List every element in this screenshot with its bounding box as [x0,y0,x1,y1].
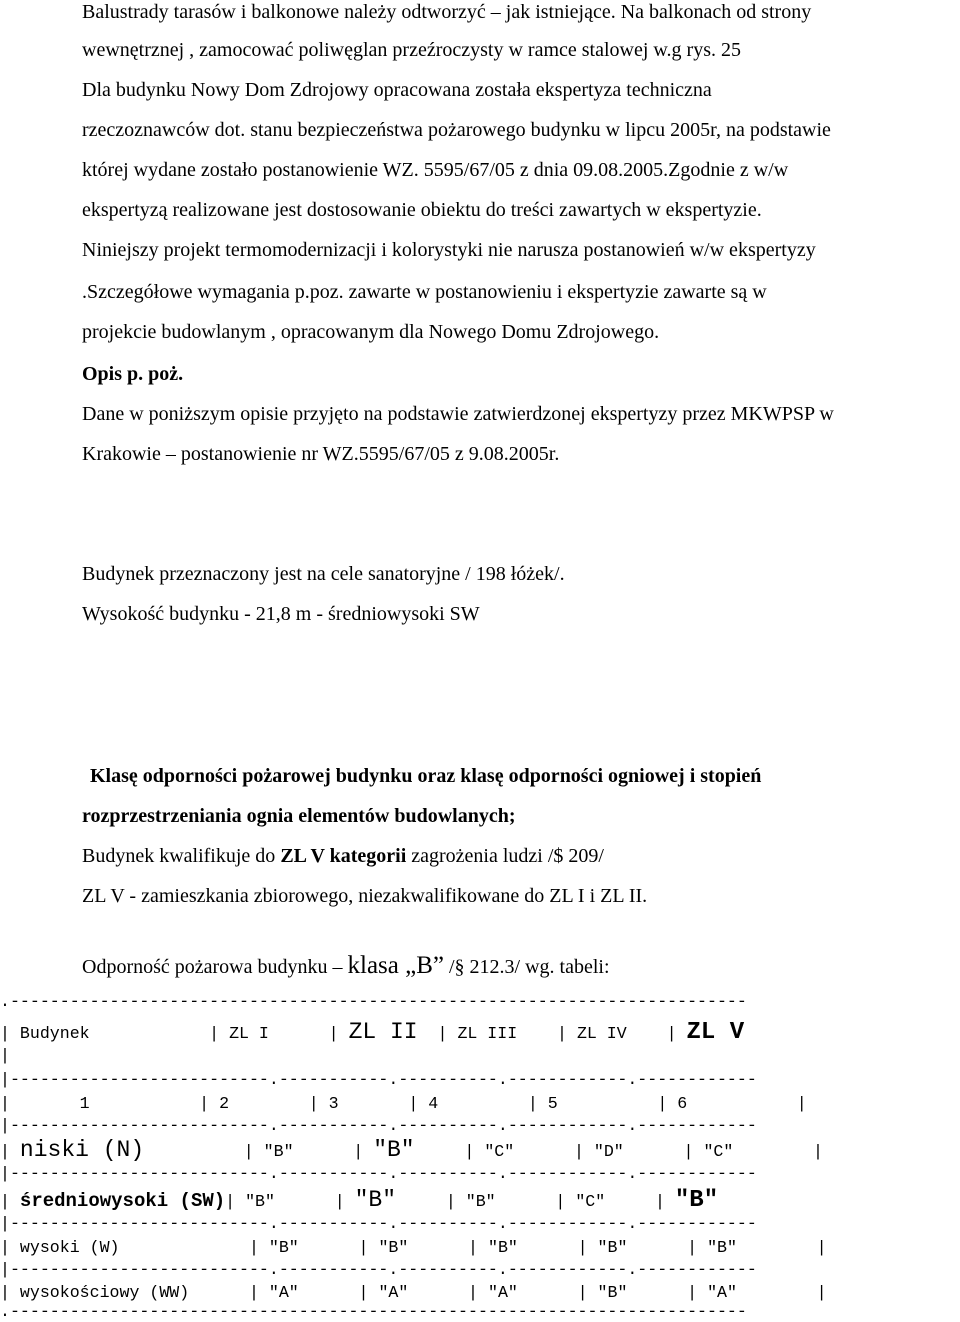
dane-line: Dane w poniższym opisie przyjęto na podstawie zatwierdzonej ekspertyzy przez MKWPSP w [82,403,834,425]
paragraph-line: ekspertyzą realizowane jest dostosowanie obiektu do treści zawartych w ekspertyzie. [82,199,762,221]
table-rule: .-------------------------------------------------------------------------- [0,1302,747,1321]
table-header-cell: ZL II [348,1019,418,1045]
dane-line: Krakowie – postanowienie nr WZ.5595/67/05 z 9.08.2005r. [82,443,560,465]
table-row-label: wysoki (W) [19,1238,120,1257]
table-row: | niski (N) | "B" | "B" | "C" | "D" | "C" | [0,1137,823,1163]
table-row: | wysokościowy (WW) | "A" | "A" | "A" | "B" | "A" | [0,1283,827,1302]
table-header-cell: ZL I [229,1024,269,1043]
table-cell: "D" [593,1142,624,1161]
table-cell: "B" [597,1283,628,1302]
table-header-cell: ZL V [686,1019,745,1046]
odpornosc-klasa: klasa „B” [347,952,444,979]
table-rule: |--------------------------.-----------.----------.------------.------------ [0,1116,757,1135]
odpornosc-text: Odporność pożarowa budynku – [82,956,348,978]
table-cell: "A" [707,1283,737,1302]
table-cell: "B" [674,1187,719,1214]
table-rule: |--------------------------.-----------.----------.------------.------------ [0,1070,757,1089]
odpornosc-line [82,954,610,979]
table-cell: "B" [487,1238,518,1257]
table-rule: |--------------------------.-----------.----------.------------.------------ [0,1260,757,1279]
table-number-cell: 2 [219,1094,230,1113]
table-cell: "C" [703,1142,734,1161]
table-cell: "B" [263,1142,294,1161]
table-number-cell: 6 [677,1094,688,1113]
table-row-label: wysokościowy (WW) [19,1283,190,1302]
table-number-cell: 5 [547,1094,558,1113]
table-header-cell: ZL III [457,1024,518,1043]
table-cell: "A" [268,1283,299,1302]
table-row: | średniowysoki (SW)| "B" | "B" | "B" | "C" | "B" [0,1187,719,1214]
table-header-row: | Budynek | ZL I | ZL II | ZL III | ZL IV | ZL V [0,1019,745,1046]
table-cell: "B" [707,1238,737,1257]
table-rule: .-------------------------------------------------------------------------- [0,992,747,1011]
table-row-label: średniowysoki (SW) [19,1190,226,1212]
table-rule: |--------------------------.-----------.----------.------------.------------ [0,1164,757,1183]
paragraph-line: wewnętrznej , zamocować poliwęglan przeźroczysty w ramce stalowej w.g rys. 25 [82,39,741,61]
paragraph-line: projekcie budowlanym , opracowanym dla Nowego Domu Zdrojowego. [82,321,660,343]
table-number-cell: 4 [428,1094,439,1113]
paragraph-line: której wydane zostało postanowienie WZ. 5595/67/05 z dnia 09.08.2005.Zgodnie z w/w [82,159,789,181]
table-cell: "C" [575,1192,606,1211]
paragraph-line: .Szczegółowe wymagania p.poz. zawarte w postanowieniu i ekspertyzie zawarte są w [82,281,767,303]
paragraph-line: rzeczoznawców dot. stanu bezpieczeństwa pożarowego budynku w lipcu 2005r, na podstawie [82,119,831,141]
table-header-cell: Budynek [19,1024,90,1043]
kwalifikuje-text: Budynek kwalifikuje do [82,845,281,867]
table-cell: "B" [465,1192,496,1211]
wysokosc-line: Wysokość budynku - 21,8 m - średniowysoki SW [82,603,480,625]
table-cell: "A" [487,1283,518,1302]
paragraph-line: Niniejszy projekt termomodernizacji i kolorystyki nie narusza postanowień w/w ekspertyzy [82,239,816,261]
kwalifikuje-category: ZL V kategorii [280,845,407,867]
table-row: | wysoki (W) | "B" | "B" | "B" | "B" | "B" | [0,1238,827,1257]
table-row-continuation: | [0,1046,10,1065]
table-cell: "B" [597,1238,628,1257]
table-cell: "B" [373,1137,415,1163]
opis-heading: Opis p. poż. [82,363,184,385]
table-row-label: niski (N) [19,1137,145,1163]
table-cell: "B" [378,1238,409,1257]
table-rule: |--------------------------.-----------.----------.------------.------------ [0,1214,757,1233]
paragraph-line: Balustrady tarasów i balkonowe należy odtworzyć – jak istniejące. Na balkonach od strony [82,1,812,23]
odpornosc-text: /§ 212.3/ wg. tabeli: [443,956,610,978]
budynek-line: Budynek przeznaczony jest na cele sanatoryjne / 198 łóżek/. [82,563,565,585]
table-cell: "B" [245,1192,275,1211]
table-cell: "B" [354,1187,397,1213]
table-number-cell: 3 [328,1094,339,1113]
table-number-cell: 1 [79,1094,90,1113]
klasa-heading: Klasę odporności pożarowej budynku oraz klasę odporności ogniowej i stopień [90,765,762,787]
table-cell: "B" [268,1238,299,1257]
table-cell: "C" [484,1142,515,1161]
table-cell: "A" [378,1283,409,1302]
zl-v-line: ZL V - zamieszkania zbiorowego, niezakwalifikowane do ZL I i ZL II. [82,885,648,907]
kwalifikuje-text: zagrożenia ludzi /$ 209/ [406,845,604,867]
table-header-cell: ZL IV [576,1024,627,1043]
kwalifikuje-line [82,844,604,868]
table-number-row: | 1 | 2 | 3 | 4 | 5 | 6 | [0,1094,807,1113]
paragraph-line: Dla budynku Nowy Dom Zdrojowy opracowana została ekspertyza techniczna [82,79,712,101]
klasa-heading: rozprzestrzeniania ognia elementów budowlanych; [82,805,516,827]
